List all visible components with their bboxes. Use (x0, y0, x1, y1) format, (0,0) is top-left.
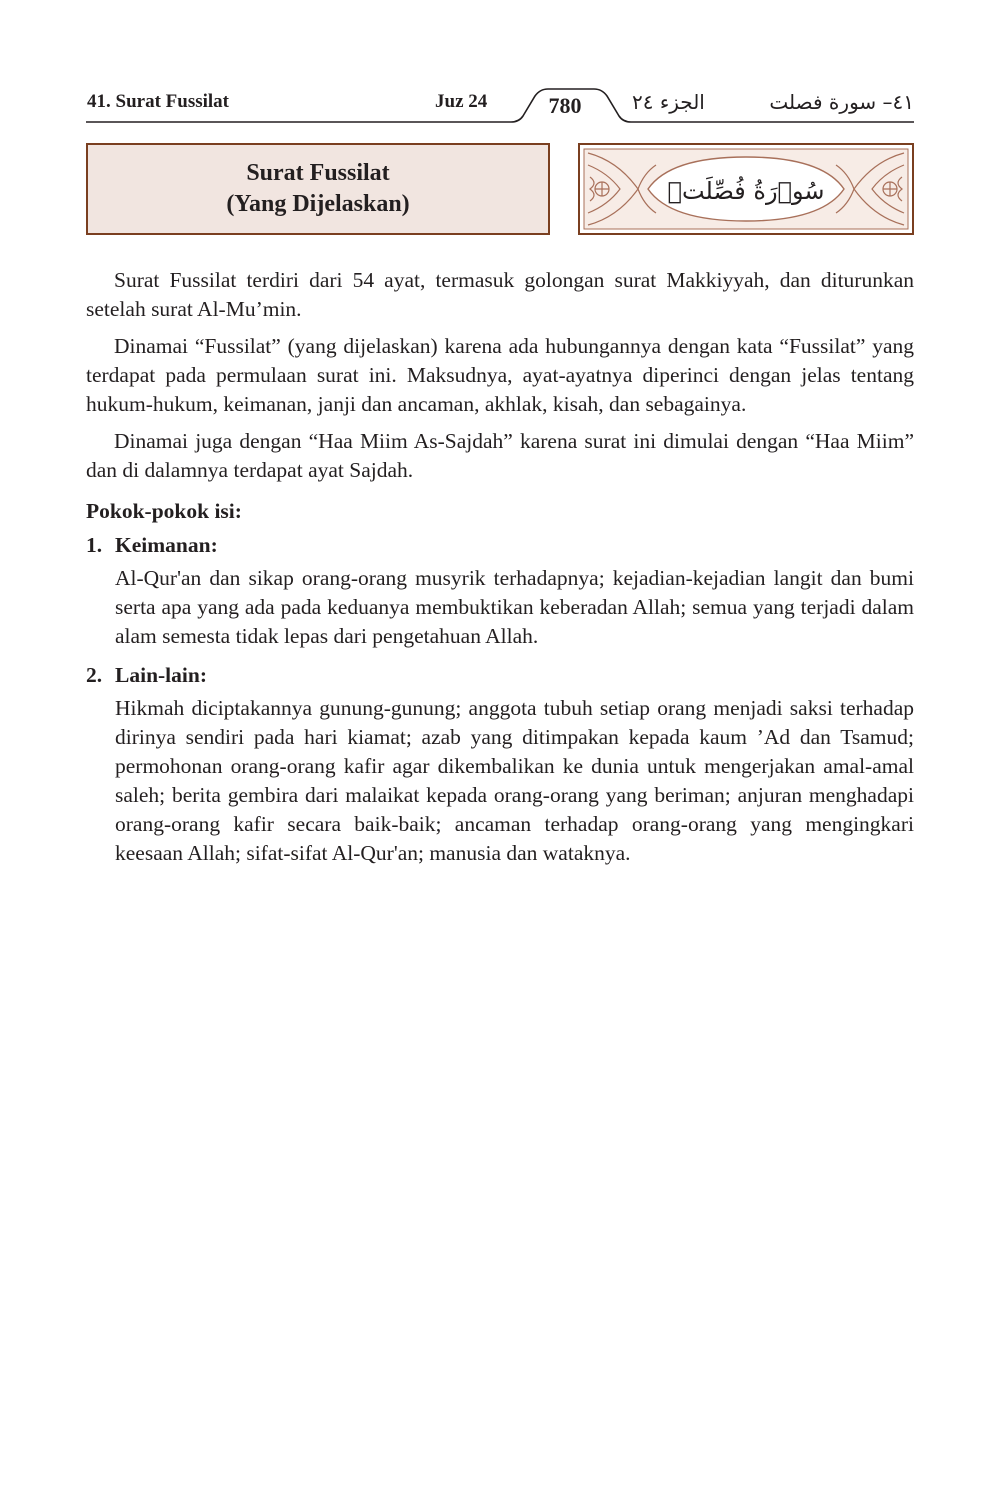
running-header-juz: Juz 24 (435, 91, 488, 112)
running-header-juz-arabic: الجزء ٢٤ (632, 90, 705, 114)
list-item-text: Hikmah diciptakannya gunung-gunung; anggota tubuh setiap orang menjadi saksi terhadap dirinya sendiri pada hari kiamat; azab yang ditimpakan kepada kaum ’Ad dan Tsamud; permohonan orang-orang kafir agar dikembalikan ke dunia untuk mengerjakan amal-amal saleh; berita gembira dari malaikat kepada orang-orang yang beriman; anjuran menghadapi orang-orang kafir secara baik-baik; ancaman terhadap orang-orang yang mengingkari keesaan Allah; sifat-sifat Al-Qur'an; manusia dan wataknya. (115, 696, 914, 865)
surah-subtitle: (Yang Dijelaskan) (226, 191, 410, 217)
running-header-surah-arabic: ٤١– سورة فصلت (769, 90, 914, 114)
list-item-keimanan (86, 531, 914, 651)
list-item-text: Al-Qur'an dan sikap orang-orang musyrik terhadapnya; kejadian-kejadian langit dan bumi serta apa yang ada pada keduanya membuktikan keberadan Allah; semua yang terjadi dalam alam semesta tidak lepas dari pengetahuan Allah. (115, 566, 914, 648)
running-header-surah: 41. Surat Fussilat (87, 91, 229, 112)
surah-calligraphy: سُوۡرَةُ فُصِّلَتۡ (667, 177, 825, 205)
surah-calligraphy-frame (578, 143, 914, 235)
surah-introduction (86, 266, 914, 878)
intro-paragraph-3: Dinamai juga dengan “Haa Miim As-Sajdah” karena surat ini dimulai dengan “Haa Miim” dan di dalamnya terdapat ayat Sajdah. (86, 429, 914, 482)
list-item-title: Keimanan: (115, 533, 218, 557)
section-heading: Pokok-pokok isi: (86, 499, 242, 523)
page-number: 780 (548, 93, 582, 118)
list-item-lain-lain (86, 661, 914, 868)
list-item-title: Lain-lain: (115, 663, 207, 687)
header-rule (86, 80, 914, 130)
surah-title: Surat Fussilat (246, 160, 390, 186)
surah-title-box (86, 143, 550, 235)
list-item-number: 2. (86, 663, 103, 687)
list-item-number: 1. (86, 533, 103, 557)
intro-paragraph-1: Surat Fussilat terdiri dari 54 ayat, termasuk golongan surat Makkiyyah, dan diturunkan setelah surat Al-Mu’min. (86, 268, 914, 321)
intro-paragraph-2: Dinamai “Fussilat” (yang dijelaskan) karena ada hubungannya dengan kata “Fussilat” yang terdapat pada permulaan surat ini. Maksudnya, ayat-ayatnya diperinci dengan jelas tentang hukum-hukum, keimanan, janji dan ancaman, akhlak, kisah, dan sebagainya. (86, 334, 914, 416)
